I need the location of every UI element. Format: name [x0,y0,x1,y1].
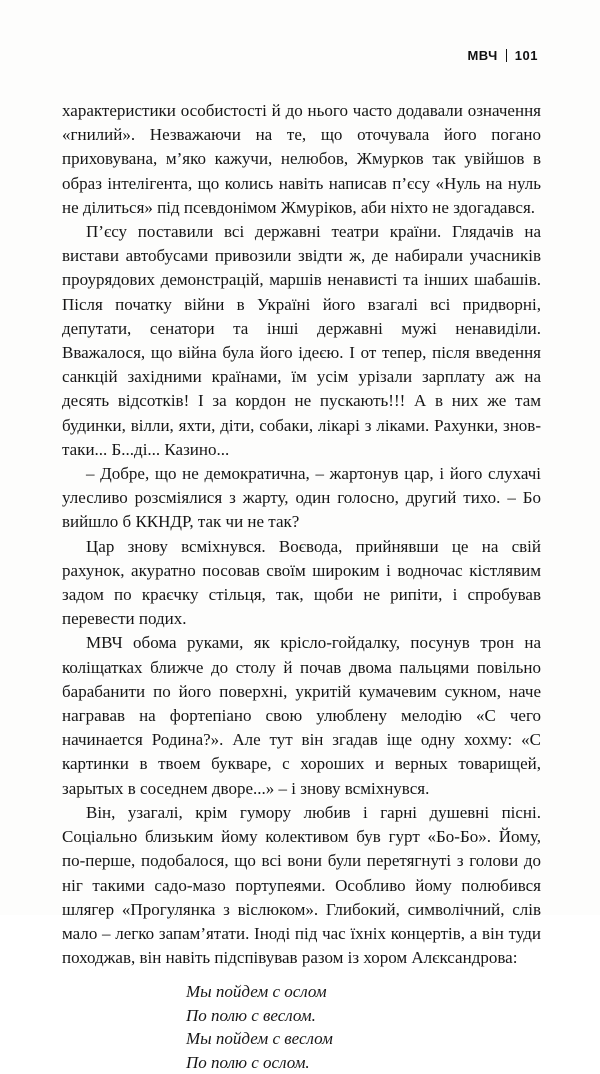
paragraph: Цар знову всміхнувся. Воєвода, прийнявши це на свій рахунок, акуратно посовав своїм широким і водночас кістлявим задом по краєчку стільця, так, щоби не рипіти, і спробував перевести подих. [62,536,541,629]
page-number: 101 [514,48,538,63]
paragraph: – Добре, що не демократична, – жартонув цар, і його слухачі улесливо розсміялися з жарту, один голосно, другий тихо. – Бо вийшло б ККНДР, так чи не так? [62,464,541,532]
running-header [467,48,538,63]
header-divider [506,49,507,62]
paragraph: Він, узагалі, крім гумору любив і гарні душевні пісні. Соціально близьким йому колективом був гурт «Бо-Бо». Йому, по-перше, подобалося, що всі вони були перетягнуті з голови до ніг такими садо-мазо портупеями. Особливо йому полюбився шлягер «Прогулянка з віслюком». Глибокий, символічний, слів мало – легко запам’ятати. Іноді під час їхніх концертів, а він туди походжав, він навіть підспівував разом із хором Алєксандрова: [62,802,541,968]
running-title: МВЧ [467,48,498,63]
page-body [62,99,541,1074]
poem-line: Мы пойдем с веслом [186,1029,333,1049]
paragraph: П’єсу поставили всі державні театри країни. Глядачів на вистави автобусами привозили звідти ж, де набирали учасників проурядових демонстрацій, маршів ненависті та інших шабашів. Після початку війни в Україні його взагалі всі придворні, депутати, сенатори та інші державні мужі ненавиділи. Вважалося, що війна була його ідеєю. І от тепер, після введення санкцій західними країнами, їм усім урізали зарплату аж на десять відсотків! І за кордон не пускають!!! А в них же там будинки, вілли, яхти, діти, собаки, лікарі з ліками. Рахунки, знов-таки... Б...ді... Казино... [62,222,541,459]
poem-line: Мы пойдем с ослом [186,982,327,1002]
paragraph: характеристики особистості й до нього часто додавали означення «гнилий». Незважаючи на те, що оточувала його погано приховувана, м’яко кажучи, нелюбов, Жмурков так увійшов в образ інтелігента, що колись навіть написав п’єсу «Нуль на нуль не ділиться» під псевдонімом Жмуріков, аби ніхто не здогадався. [62,101,541,217]
poem-line: По полю с ослом. [186,1052,310,1072]
poem-quote [186,980,541,1074]
paragraph: МВЧ обома руками, як крісло-гойдалку, посунув трон на коліщатках ближче до столу й почав двома пальцями повільно барабанити по його поверхні, укритій кумачевим сукном, наче награвав на фортепіано свою улюблену мелодію «С чего начинается Родина?». Але тут він згадав іще одну хохму: «С картинки в твоем букваре, с хороших и верных товарищей, зарытых в соседнем дворе...» – і знову всміхнувся. [62,633,541,798]
poem-line: По полю с веслом. [186,1005,316,1025]
